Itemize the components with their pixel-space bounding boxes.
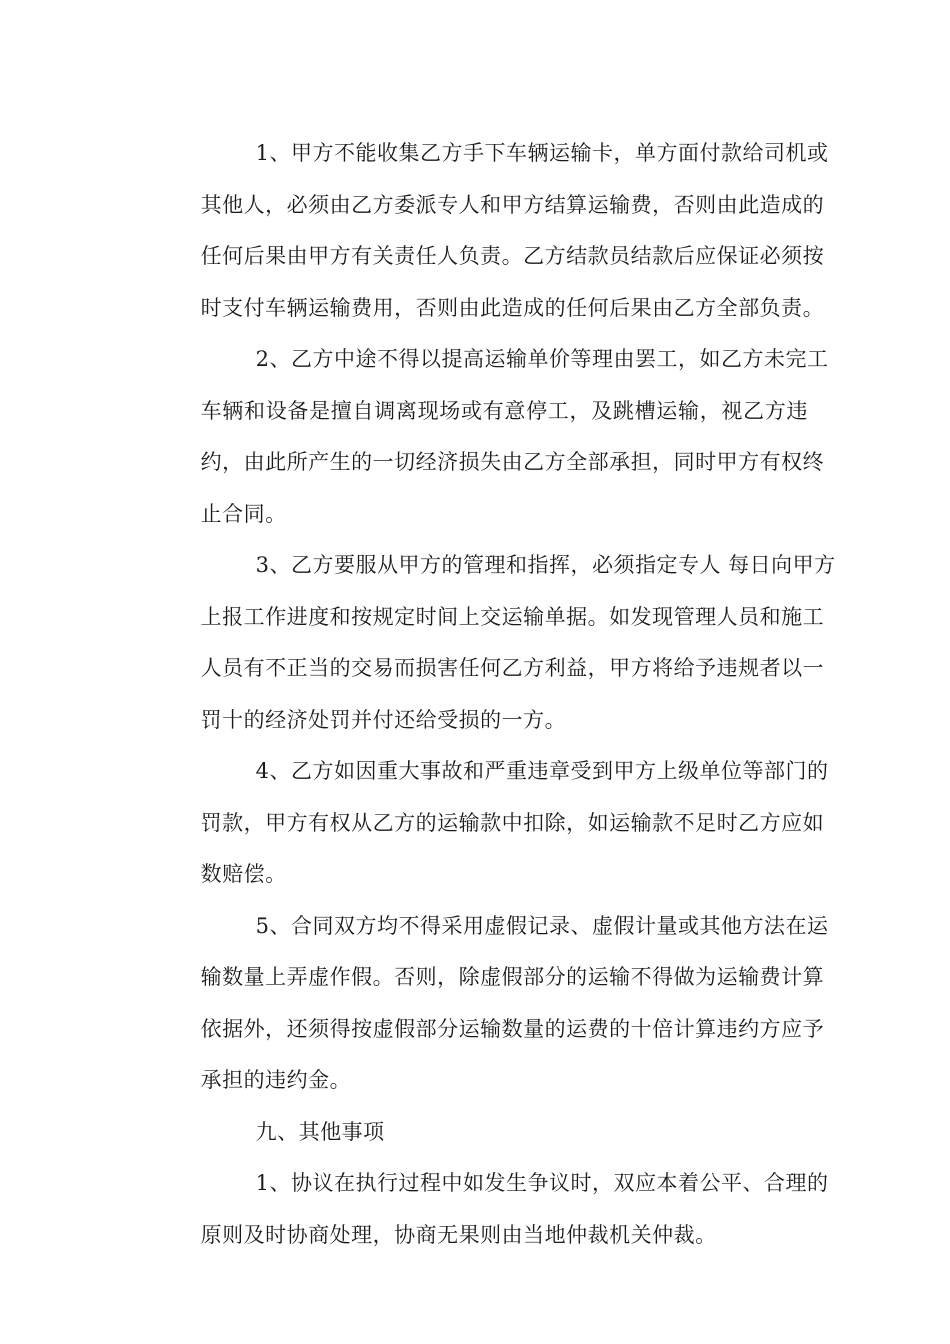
text-line: 2、乙方中途不得以提高运输单价等理由罢工，如乙方未完工 [255,347,829,371]
text-line: 依据外，还须得按虚假部分运输数量的运费的十倍计算违约方应予 [200,1016,825,1041]
clause-3-paragraph [146,540,836,746]
text-line: 3、乙方要服从甲方的管理和指挥，必须指定专人 每日向甲方 [255,553,836,577]
text-line: 其他人，必须由乙方委派专人和甲方结算运输费，否则由此造成的 [200,192,825,217]
clause-4-paragraph [146,746,829,901]
text-line: 时支付车辆运输费用，否则由此造成的任何后果由乙方全部负责。 [200,295,825,320]
clause-5-paragraph [146,901,829,1107]
text-line: 约，由此所产生的一切经济损失由乙方全部承担，同时甲方有权终 [200,450,825,474]
text-line: 任何后果由甲方有关责任人负责。乙方结款员结款后应保证必须按 [200,244,825,268]
text-line: 数赔偿。 [200,862,287,886]
text-line: 1、协议在执行过程中如发生争议时，双应本着公平、合理的 [255,1171,829,1195]
other-clause-1-paragraph [146,1158,829,1261]
text-line: 4、乙方如因重大事故和严重违章受到甲方上级单位等部门的 [255,759,829,783]
document-body [146,128,836,1261]
clause-1-paragraph [146,128,829,334]
text-line: 输数量上弄虚作假。否则，除虚假部分的运输不得做为运输费计算 [200,965,825,989]
text-line: 人员有不正当的交易而损害任何乙方利益，甲方将给予违规者以一 [200,656,825,680]
text-line: 车辆和设备是擅自调离现场或有意停工，及跳槽运输，视乙方违 [200,398,808,423]
text-line: 上报工作进度和按规定时间上交运输单据。如发现管理人员和施工 [200,604,825,629]
text-line: 1、甲方不能收集乙方手下车辆运输卡，单方面付款给司机或 [255,141,829,165]
text-line: 止合同。 [200,501,287,526]
section-heading: 九、其他事项 [255,1119,385,1144]
text-line: 原则及时协商处理，协商无果则由当地仲裁机关仲裁。 [200,1222,717,1247]
section-heading-other-matters [146,1107,808,1159]
text-line: 罚款，甲方有权从乙方的运输款中扣除，如运输款不足时乙方应如 [200,810,825,835]
text-line: 罚十的经济处罚并付还给受损的一方。 [200,707,567,732]
text-line: 5、合同双方均不得采用虚假记录、虚假计量或其他方法在运 [255,913,829,938]
text-line: 承担的违约金。 [200,1068,352,1092]
clause-2-paragraph [146,334,829,540]
